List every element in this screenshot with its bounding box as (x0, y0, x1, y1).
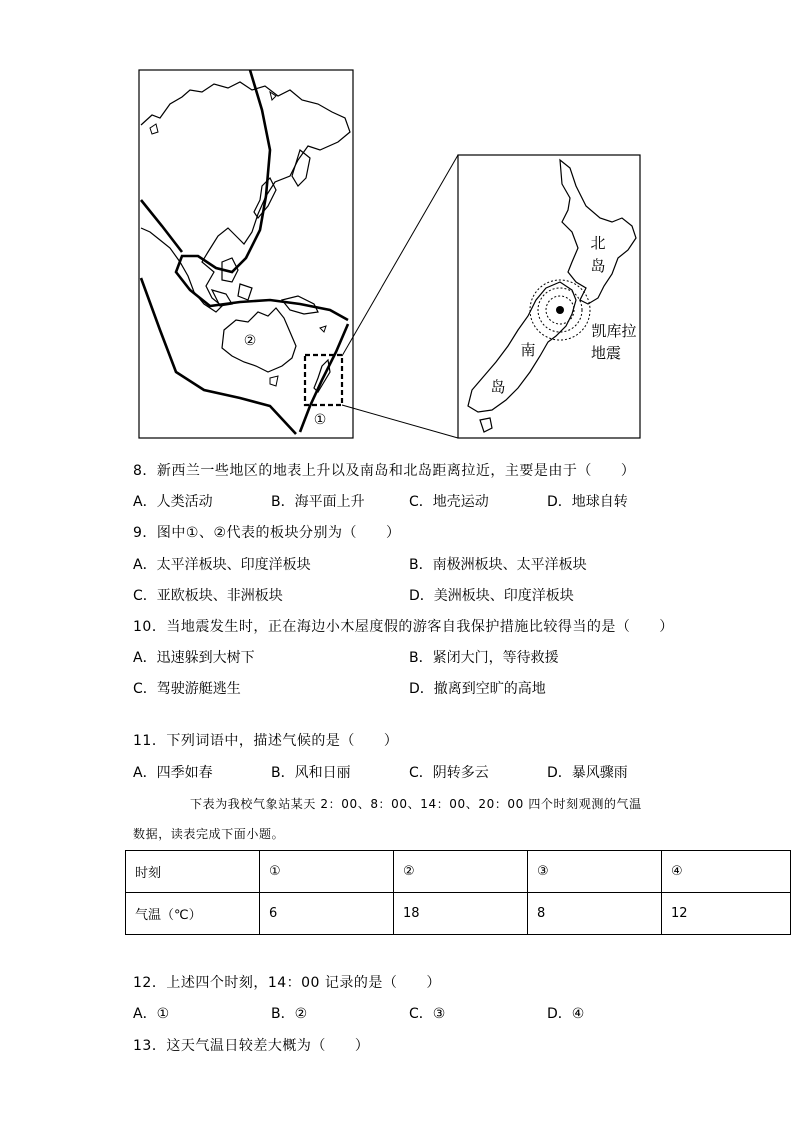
q9-option-c: C．亚欧板块、非洲板块 (133, 588, 283, 604)
quake-label-2: 地震 (590, 344, 622, 362)
table-cell: 18 (394, 893, 528, 935)
q11-option-b: B．风和日丽 (271, 765, 351, 781)
question-9-stem: 9．图中①、②代表的板块分别为（ ） (133, 525, 401, 541)
q10-option-c: C．驾驶游艇逃生 (133, 681, 241, 697)
q8-option-d: D．地球自转 (547, 494, 628, 510)
south-island-label-1: 南 (520, 341, 536, 359)
temperature-table (125, 850, 791, 935)
q11-option-c: C．阴转多云 (409, 765, 489, 781)
quake-epicenter-icon (556, 306, 564, 314)
question-8-stem: 8．新西兰一些地区的地表上升以及南岛和北岛距离拉近，主要是由于（ ） (133, 463, 636, 479)
q9-option-b: B．南极洲板块、太平洋板块 (409, 557, 587, 573)
plate1-label: ① (313, 412, 327, 428)
question-11-stem: 11．下列词语中，描述气候的是（ ） (133, 733, 399, 749)
table-cell: 时刻 (126, 851, 260, 893)
q12-option-a: A．① (133, 1006, 170, 1022)
north-island-label-1: 北 (590, 234, 606, 252)
plate2-label: ② (243, 333, 257, 349)
q8-option-b: B．海平面上升 (271, 494, 365, 510)
inset-connector-bottom (342, 405, 458, 438)
north-island-label-2: 岛 (590, 257, 606, 275)
q10-option-a: A．迅速躲到大树下 (133, 650, 255, 666)
table-cell: 12 (662, 893, 791, 935)
q11-option-d: D．暴风骤雨 (547, 765, 628, 781)
table-cell: ① (260, 851, 394, 893)
inset-connector-top (342, 155, 458, 356)
q10-option-d: D．撤离到空旷的高地 (409, 681, 546, 697)
q10-option-b: B．紧闭大门，等待救援 (409, 650, 559, 666)
table-cell: ③ (528, 851, 662, 893)
table-cell: 8 (528, 893, 662, 935)
q12-option-b: B．② (271, 1006, 308, 1022)
table-row (126, 893, 791, 935)
q12-option-d: D．④ (547, 1006, 585, 1022)
table-intro-line-1: 下表为我校气象站某天 2：00、8：00、14：00、20：00 四个时刻观测的气温 (190, 797, 642, 811)
q9-option-a: A．太平洋板块、印度洋板块 (133, 557, 311, 573)
q9-option-d: D．美洲板块、印度洋板块 (409, 588, 574, 604)
table-cell: 气温（℃） (126, 893, 260, 935)
q11-option-a: A．四季如春 (133, 765, 213, 781)
table-cell: ④ (662, 851, 791, 893)
table-intro-line-2: 数据，读表完成下面小题。 (133, 827, 285, 841)
q12-option-c: C．③ (409, 1006, 446, 1022)
south-island-label-2: 岛 (490, 378, 506, 396)
q8-option-a: A．人类活动 (133, 494, 213, 510)
table-header-row (126, 851, 791, 893)
quake-label-1: 凯库拉 (591, 322, 637, 340)
plate-map-figure (0, 0, 794, 445)
nz-inset-frame (458, 155, 640, 438)
table-cell: ② (394, 851, 528, 893)
table-cell: 6 (260, 893, 394, 935)
q8-option-c: C．地壳运动 (409, 494, 489, 510)
question-13-stem: 13．这天气温日较差大概为（ ） (133, 1038, 370, 1054)
question-10-stem: 10．当地震发生时，正在海边小木屋度假的游客自我保护措施比较得当的是（ ） (133, 619, 674, 635)
question-12-stem: 12．上述四个时刻，14：00 记录的是（ ） (133, 975, 441, 991)
